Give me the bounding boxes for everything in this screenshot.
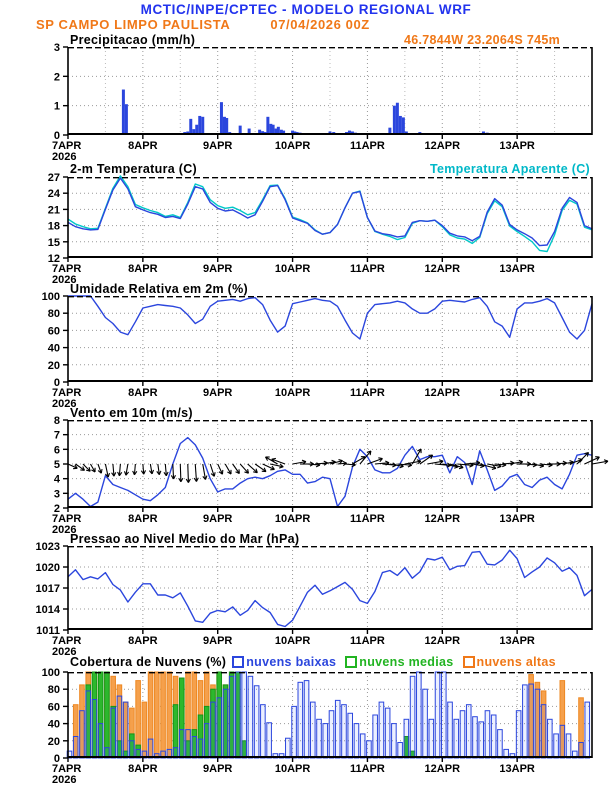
- plot-border: [68, 177, 592, 258]
- humidity-title: Umidade Relativa em 2m (%): [70, 282, 248, 296]
- svg-text:10APR: 10APR: [274, 635, 311, 647]
- rh2m-series: [68, 296, 592, 339]
- svg-text:7: 7: [53, 429, 60, 442]
- svg-text:20: 20: [47, 359, 60, 372]
- svg-text:8APR: 8APR: [128, 763, 158, 775]
- svg-text:1023: 1023: [35, 541, 60, 553]
- temp2m-series: [68, 176, 592, 252]
- svg-text:10APR: 10APR: [274, 140, 311, 152]
- svg-text:8APR: 8APR: [128, 387, 158, 399]
- svg-text:100: 100: [41, 291, 60, 303]
- svg-text:10APR: 10APR: [274, 263, 311, 275]
- wind10m-chart: [0, 415, 612, 540]
- precip-title-row: [0, 33, 612, 47]
- svg-text:3: 3: [53, 42, 60, 54]
- svg-text:6: 6: [53, 444, 60, 457]
- svg-text:80: 80: [47, 308, 60, 321]
- station-line: [36, 17, 370, 32]
- svg-text:1020: 1020: [35, 562, 60, 574]
- svg-text:27: 27: [47, 172, 60, 184]
- svg-text:15: 15: [47, 236, 60, 249]
- svg-text:13APR: 13APR: [499, 263, 535, 275]
- svg-text:3: 3: [53, 488, 60, 501]
- svg-text:60: 60: [47, 701, 60, 714]
- svg-text:1: 1: [53, 100, 60, 113]
- apparent-temp-title: Temperatura Aparente (C): [429, 162, 590, 176]
- svg-text:8APR: 8APR: [128, 263, 158, 275]
- svg-text:1011: 1011: [36, 625, 60, 637]
- svg-text:9APR: 9APR: [203, 513, 233, 525]
- plot-border: [68, 546, 592, 630]
- svg-text:10APR: 10APR: [274, 763, 311, 775]
- svg-text:1014: 1014: [35, 604, 60, 616]
- station-coords: 46.7844W 23.2064S 745m: [403, 33, 560, 47]
- wind-arrows: [68, 449, 608, 483]
- gridlines: [68, 47, 592, 135]
- svg-text:12: 12: [47, 253, 60, 265]
- svg-text:21: 21: [47, 204, 60, 217]
- axis-labels: [52, 415, 535, 536]
- svg-text:12APR: 12APR: [424, 763, 461, 775]
- svg-text:11APR: 11APR: [349, 263, 385, 275]
- svg-text:11APR: 11APR: [349, 763, 385, 775]
- svg-text:2026: 2026: [52, 646, 77, 658]
- svg-text:11APR: 11APR: [349, 140, 385, 152]
- mslp-series: [68, 550, 592, 626]
- svg-text:60: 60: [47, 325, 60, 338]
- svg-text:12APR: 12APR: [424, 140, 461, 152]
- legend-label-low: nuvens baixas: [246, 655, 337, 669]
- svg-text:11APR: 11APR: [349, 387, 385, 399]
- svg-text:18: 18: [47, 220, 60, 233]
- page-title: MCTIC/INPE/CPTEC - MODELO REGIONAL WRF: [140, 2, 472, 17]
- axis-labels: [48, 172, 535, 286]
- precip-series: [70, 90, 586, 135]
- svg-text:1017: 1017: [35, 583, 60, 595]
- svg-text:12APR: 12APR: [424, 635, 461, 647]
- svg-text:12APR: 12APR: [424, 263, 461, 275]
- svg-text:2026: 2026: [52, 274, 77, 286]
- svg-text:2: 2: [53, 503, 60, 515]
- axis-labels: [42, 291, 535, 410]
- mslp-chart: [0, 541, 612, 662]
- gridlines: [68, 177, 592, 258]
- clouds-chart: [0, 667, 612, 790]
- svg-text:12APR: 12APR: [424, 387, 461, 399]
- svg-text:2: 2: [53, 71, 60, 84]
- svg-text:10APR: 10APR: [274, 513, 311, 525]
- svg-text:20: 20: [47, 735, 60, 748]
- pressure-title: Pressao ao Nivel Medio do Mar (hPa): [70, 532, 300, 546]
- svg-text:9APR: 9APR: [203, 763, 233, 775]
- svg-text:2026: 2026: [52, 524, 77, 536]
- svg-text:2026: 2026: [52, 774, 77, 786]
- svg-text:13APR: 13APR: [499, 387, 535, 399]
- legend-label-high: nuvens altas: [476, 655, 556, 669]
- clouds-title: Cobertura de Nuvens (%): [70, 655, 227, 669]
- temp-title: 2-m Temperatura (C): [70, 162, 198, 176]
- svg-text:8: 8: [53, 415, 60, 427]
- svg-text:8APR: 8APR: [128, 140, 158, 152]
- wind10m-series: [68, 438, 592, 507]
- svg-text:7APR: 7APR: [52, 513, 82, 525]
- svg-text:0: 0: [53, 130, 60, 142]
- gridlines: [68, 296, 592, 382]
- wind-title: Vento em 10m (m/s): [70, 406, 193, 420]
- svg-text:13APR: 13APR: [499, 763, 535, 775]
- svg-text:9APR: 9APR: [203, 635, 233, 647]
- svg-text:2026: 2026: [52, 398, 77, 410]
- gridlines: [68, 546, 592, 630]
- svg-text:40: 40: [47, 718, 60, 731]
- svg-text:4: 4: [53, 473, 60, 486]
- svg-text:0: 0: [53, 753, 60, 765]
- svg-text:13APR: 13APR: [499, 513, 535, 525]
- svg-text:8APR: 8APR: [128, 513, 158, 525]
- svg-text:11APR: 11APR: [349, 513, 385, 525]
- svg-text:0: 0: [53, 377, 60, 389]
- svg-text:7APR: 7APR: [52, 387, 82, 399]
- svg-text:9APR: 9APR: [203, 140, 233, 152]
- svg-text:40: 40: [47, 342, 60, 355]
- svg-text:7APR: 7APR: [52, 263, 82, 275]
- svg-text:9APR: 9APR: [203, 387, 233, 399]
- run-datetime: 07/04/2026 00Z: [270, 17, 370, 32]
- svg-text:2026: 2026: [52, 151, 77, 163]
- legend-label-mid: nuvens medias: [359, 655, 454, 669]
- svg-text:11APR: 11APR: [349, 635, 385, 647]
- svg-text:7APR: 7APR: [52, 140, 82, 152]
- precip-title: Precipitacao (mm/h): [70, 33, 196, 47]
- svg-text:13APR: 13APR: [499, 635, 535, 647]
- svg-text:9APR: 9APR: [203, 263, 233, 275]
- svg-text:13APR: 13APR: [499, 140, 535, 152]
- axis-labels: [36, 541, 535, 658]
- svg-text:100: 100: [41, 667, 60, 679]
- temp2m-chart: [0, 172, 612, 290]
- svg-text:12APR: 12APR: [424, 513, 461, 525]
- svg-text:80: 80: [47, 684, 60, 697]
- rh2m-chart: [0, 291, 612, 414]
- svg-text:7APR: 7APR: [52, 763, 82, 775]
- station-name: SP CAMPO LIMPO PAULISTA: [36, 17, 231, 32]
- svg-text:10APR: 10APR: [274, 387, 311, 399]
- svg-text:5: 5: [53, 459, 60, 471]
- svg-text:7APR: 7APR: [52, 635, 82, 647]
- precip-chart: [0, 42, 612, 167]
- svg-text:8APR: 8APR: [128, 635, 158, 647]
- plot-border: [68, 296, 592, 382]
- svg-text:24: 24: [47, 188, 60, 201]
